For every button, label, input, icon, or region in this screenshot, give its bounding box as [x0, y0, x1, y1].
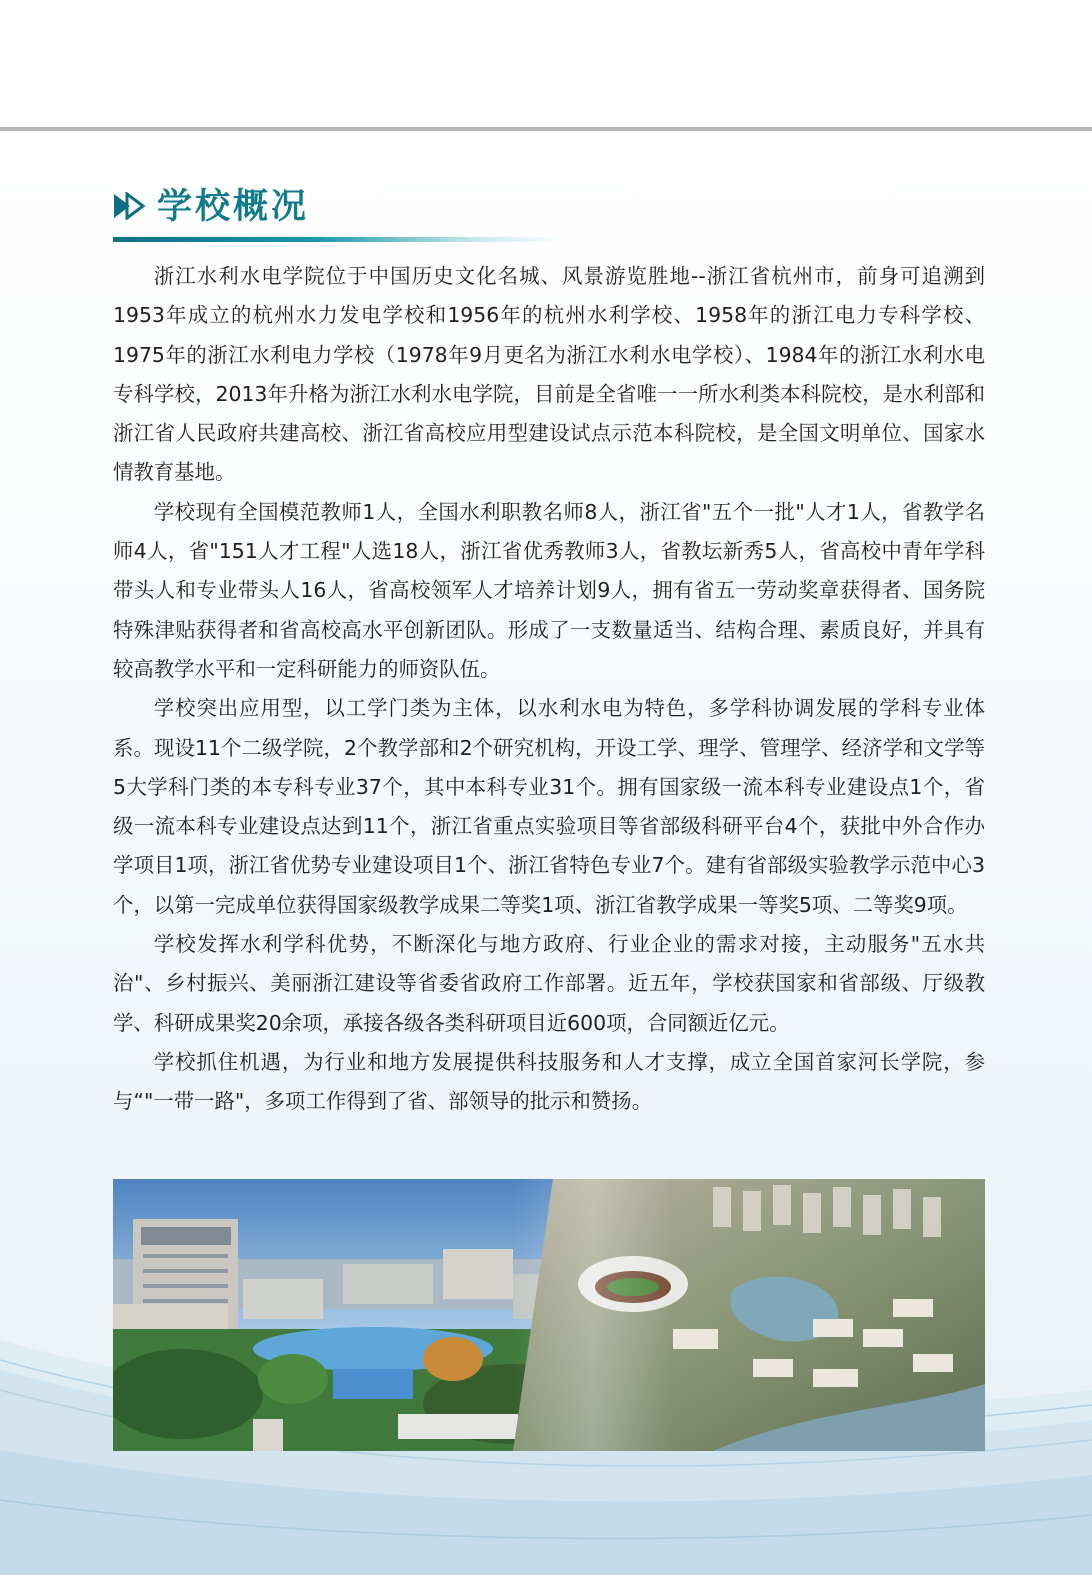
paragraph: 学校突出应用型，以工学门类为主体，以水利水电为特色，多学科协调发展的学科专业体系。现设11个二级学院，2个教学部和2个研究机构，开设工学、理学、管理学、经济学和文学等5大学科门类的本专科专业37个，其中本科专业31个。拥有国家级一流本科专业建设点1个，省级一流本科专业建设点达到11个，浙江省重点实验项目等省部级科研平台4个，获批中外合作办学项目1项，浙江省优势专业建设项目1个、浙江省特色专业7个。建有省部级实验教学示范中心3个，以第一完成单位获得国家级教学成果二等奖1项、浙江省教学成果一等奖5项、二等奖9项。: [113, 696, 985, 917]
section-title: 学校概况: [157, 187, 310, 227]
paragraph: 学校抓住机遇，为行业和地方发展提供科技服务和人才支撑，成立全国首家河长学院，参与“"一带一路"，多项工作得到了省、部领导的批示和赞扬。: [113, 1049, 985, 1114]
body-text: [113, 257, 985, 1122]
paragraph: 学校发挥水利学科优势，不断深化与地方政府、行业企业的需求对接，主动服务"五水共治"、乡村振兴、美丽浙江建设等省委省政府工作部署。近五年，学校获国家和省部级、厅级教学、科研成果奖20余项，承接各级各类科研项目近600项，合同额近亿元。: [113, 932, 985, 1035]
paragraph: 浙江水利水电学院位于中国历史文化名城、风景游览胜地--浙江省杭州市，前身可追溯到1953年成立的杭州水力发电学校和1956年的杭州水利学校、1958年的浙江电力专科学校、1975年的浙江水利电力学校（1978年9月更名为浙江水利水电学校）、1984年的浙江水利水电专科学校，2013年升格为浙江水利水电学院，目前是全省唯一一所水利类本科院校，是水利部和浙江省人民政府共建高校、浙江省高校应用型建设试点示范本科院校，是全国文明单位、国家水情教育基地。: [113, 264, 985, 485]
header-divider: [0, 127, 1092, 131]
section-header: [113, 186, 563, 236]
campus-photo: [113, 1179, 985, 1451]
double-play-arrow-icon: [113, 192, 151, 220]
title-underline: [113, 237, 563, 242]
paragraph: 学校现有全国模范教师1人，全国水利职教名师8人，浙江省"五个一批"人才1人，省教学名师4人，省"151人才工程"人选18人，浙江省优秀教师3人，省教坛新秀5人，省高校中青年学科带头人和专业带头人16人，省高校领军人才培养计划9人，拥有省五一劳动奖章获得者、国务院特殊津贴获得者和省高校高水平创新团队。形成了一支数量适当、结构合理、素质良好，并具有较高教学水平和一定科研能力的师资队伍。: [113, 499, 985, 681]
